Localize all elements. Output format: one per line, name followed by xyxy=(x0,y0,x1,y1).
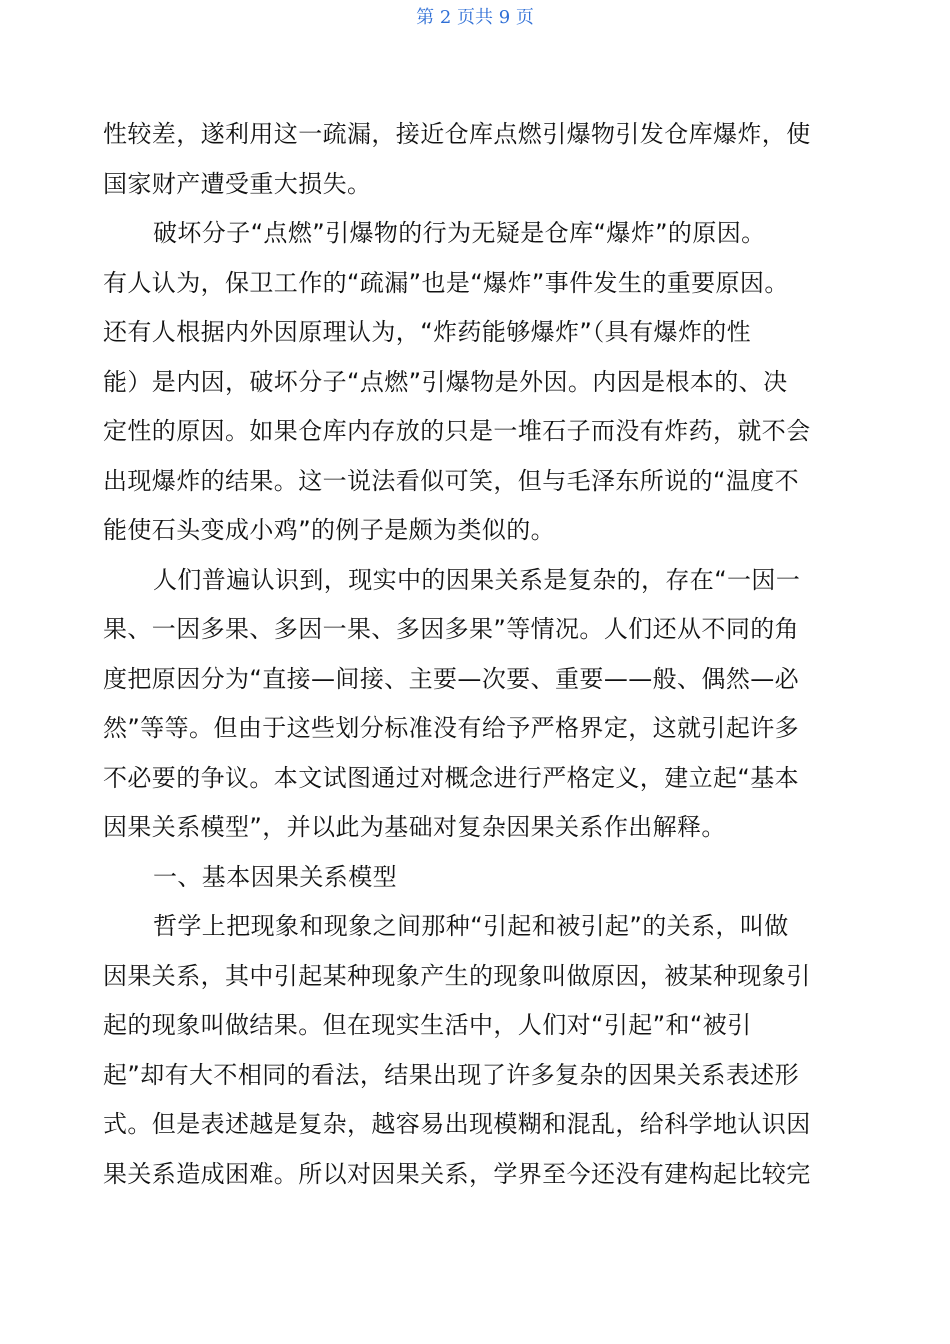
text-line: 有人认为，保卫工作的“疏漏”也是“爆炸”事件发生的重要原因。 xyxy=(103,268,789,297)
text-line: 然”等等。但由于这些划分标准没有给予严格界定，这就引起许多 xyxy=(103,714,800,742)
text-line: 式。但是表述越是复杂，越容易出现模糊和混乱，给科学地认识因 xyxy=(103,1110,811,1138)
text-line: 破坏分子“点燃”引爆物的行为无疑是仓库“爆炸”的原因。 xyxy=(153,219,766,247)
paragraph-3 xyxy=(103,556,835,853)
text-line: 人们普遍认识到，现实中的因果关系是复杂的，存在“一因一 xyxy=(153,565,801,594)
text-line: 因果关系，其中引起某种现象产生的现象叫做原因，被某种现象引 xyxy=(103,961,811,990)
text-line: 还有人根据内外因原理认为，“炸药能够爆炸”（具有爆炸的性 xyxy=(103,318,752,346)
text-line: 起”却有大不相同的看法，结果出现了许多复杂的因果关系表述形 xyxy=(103,1060,800,1089)
document-body xyxy=(103,110,835,1199)
text-line: 哲学上把现象和现象之间那种“引起和被引起”的关系，叫做 xyxy=(153,912,789,940)
paragraph-1 xyxy=(103,110,835,209)
text-line: 果关系造成困难。所以对因果关系，学界至今还没有建构起比较完 xyxy=(103,1159,811,1188)
paragraph-4 xyxy=(103,902,835,1199)
text-line: 起的现象叫做结果。但在现实生活中，人们对“引起”和“被引 xyxy=(103,1011,752,1039)
text-line: 能）是内因，破坏分子“点燃”引爆物是外因。内因是根本的、决 xyxy=(103,367,788,396)
text-line: 因果关系模型”，并以此为基础对复杂因果关系作出解释。 xyxy=(103,813,726,841)
text-line: 不必要的争议。本文试图通过对概念进行严格定义，建立起“基本 xyxy=(103,763,800,792)
text-line: 度把原因分为“直接—间接、主要—次要、重要——般、偶然—必 xyxy=(103,664,800,693)
text-line: 果、一因多果、多因一果、多因多果”等情况。人们还从不同的角 xyxy=(103,615,800,643)
section-heading xyxy=(103,853,835,903)
section-heading-text: 一、基本因果关系模型 xyxy=(153,862,397,891)
text-line: 能使石头变成小鸡”的例子是颇为类似的。 xyxy=(103,516,556,544)
text-line: 国家财产遭受重大损失。 xyxy=(103,169,372,198)
paragraph-2 xyxy=(103,209,835,556)
text-line: 定性的原因。如果仓库内存放的只是一堆石子而没有炸药，就不会 xyxy=(103,417,811,445)
text-line: 出现爆炸的结果。这一说法看似可笑，但与毛泽东所说的“温度不 xyxy=(103,466,800,495)
page-indicator: 第 2 页共 9 页 xyxy=(416,7,534,28)
text-line: 性较差，遂利用这一疏漏，接近仓库点燃引爆物引发仓库爆炸，使 xyxy=(103,120,811,148)
